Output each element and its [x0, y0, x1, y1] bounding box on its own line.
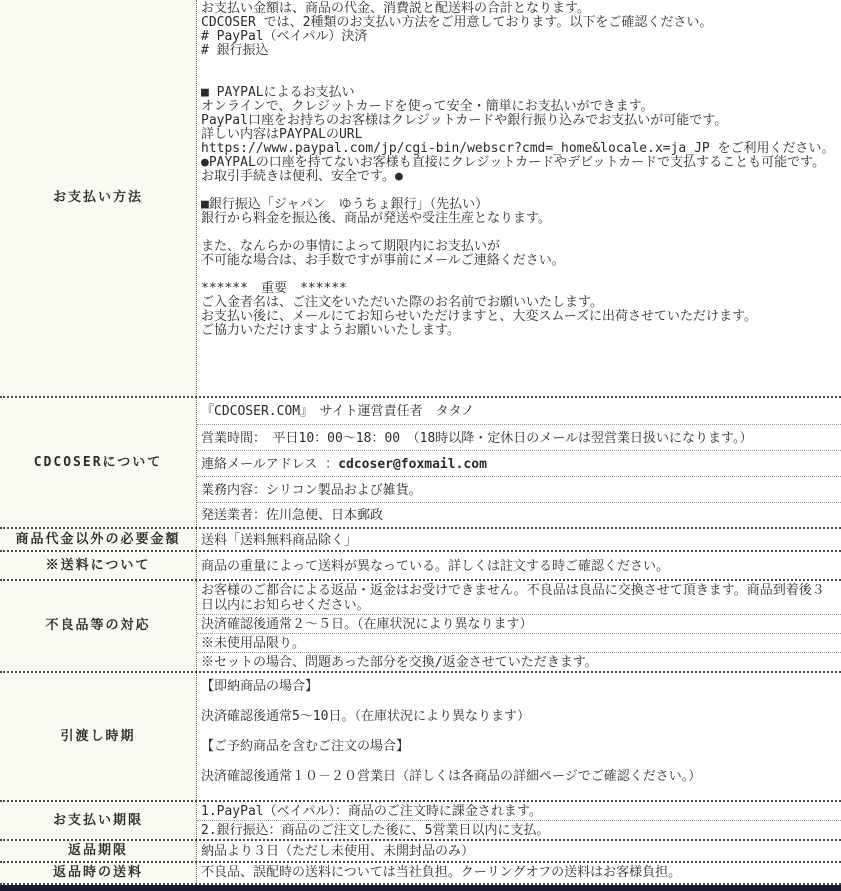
- bank-transfer-deadline-text: 2.銀行振込：商品のご注文した後に、5営業日以内に支払。: [197, 820, 841, 839]
- text-line: ****** 重要 ******: [201, 281, 347, 296]
- section-shipping-fee: [0, 552, 841, 581]
- text-line: 不可能な場合は、お手数ですが事前にメールご連絡ください。: [201, 253, 565, 268]
- set-exchange-text: ※セットの場合、問題あった部分を交換/返金させていただきます。: [197, 652, 841, 671]
- delivery-time-text: [197, 673, 841, 800]
- text-line: PayPal口座をお持ちのお客様はクレジットカードや銀行振り込みでお支払いが可能です。: [201, 113, 728, 128]
- row-label-payment-method: お支払い方法: [0, 0, 197, 396]
- defective-policy-text: お客様のご都合による返品・返金はお受けできません。不良品は良品に交換させて頂きます。商品到着後３日以内にお知らせください。: [201, 583, 825, 613]
- text-line: お支払い後に、メールにてお知らせいただけますと、大変スムーズに出荷させていただけます。: [201, 309, 758, 324]
- text-line: [201, 268, 837, 282]
- business-hours-text: 営業時間： 平日10：00～18：00 （18時以降・定休日のメールは翌営業日扱いになります。）: [197, 424, 841, 450]
- return-shipping-cost-text: 不良品、誤配時の送料については当社負担。クーリングオフの送料はお客様負担。: [201, 865, 682, 880]
- text-line: [201, 58, 837, 72]
- row-label-return-deadline: 返品期限: [0, 841, 197, 861]
- section-return-deadline: [0, 841, 841, 863]
- row-label-return-shipping-cost: 返品時の送料: [0, 863, 197, 883]
- delivery-time-content: [197, 673, 841, 800]
- text-line: # PayPal（ベイパル）決済: [201, 29, 368, 44]
- paypal-deadline-text: 1.PayPal（ベイパル）：商品のご注文時に課金されます。: [201, 804, 542, 819]
- text-line: [201, 226, 837, 240]
- shipping-carrier-text: 発送業者：佐川急便、日本郵政: [197, 502, 841, 527]
- section-return-shipping-cost: [0, 863, 841, 885]
- text-line: 銀行から料金を振込後、商品が発送や受注生産となります。: [201, 211, 551, 226]
- text-line: [201, 724, 837, 739]
- text-line: オンラインで、クレジットカードを使って安全・簡単にお支払いができます。: [201, 99, 654, 114]
- text-line: https://www.paypal.com/jp/cgi-bin/webscr?cmd=_home&locale.x=ja_JP をご利用ください。: [201, 141, 835, 156]
- row-label-delivery-time: 引渡し時期: [0, 673, 197, 800]
- section-delivery-time: [0, 673, 841, 802]
- text-line: 詳しい内容はPAYPALのURL: [201, 127, 363, 142]
- text-line: お取引手続きは便利、安全です。●: [201, 169, 403, 184]
- extra-fees-content: [197, 529, 841, 550]
- payment-deadline-content: [197, 802, 841, 839]
- next-section-header-bar: [0, 885, 841, 891]
- text-line: 【即納商品の場合】: [201, 679, 319, 694]
- text-line: お支払い金額は、商品の代金、消費説と配送料の合計となります。: [201, 1, 590, 16]
- text-line: 決済確認後通常１０－２０営業日（詳しくは各商品の詳細ページでご確認ください。）: [201, 769, 702, 784]
- text-line: 決済確認後通常5～10日。（在庫状況により異なります）: [201, 709, 530, 724]
- row-label-extra-fees: 商品代金以外の必要金額: [0, 529, 197, 550]
- defective-exchange-time-text: 決済確認後通常２～５日。（在庫状況により異なります）: [197, 614, 841, 633]
- row-label-about-cdcoser: CDCOSERについて: [0, 398, 197, 527]
- text-line: CDCOSER では、2種類のお支払い方法をご用意しております。以下をご確認ください。: [201, 15, 713, 30]
- about-cdcoser-content: [197, 398, 841, 527]
- text-line: ■ PAYPALによるお支払い: [201, 85, 355, 100]
- section-payment-method: [0, 0, 841, 398]
- payment-method-content: [197, 0, 841, 396]
- payment-method-text: [197, 0, 841, 396]
- unused-only-text: ※未使用品限り。: [197, 633, 841, 652]
- extra-fees-text: 送料「送料無料商品除く」: [201, 532, 358, 548]
- text-line: ●PAYPALの口座を持てないお客様も直接にクレジットカードやデビットカードで支払することも可能です。: [201, 155, 826, 170]
- text-line: [201, 694, 837, 709]
- text-line: ご協力いただけますようお願いいたします。: [201, 323, 460, 338]
- section-extra-fees: [0, 529, 841, 552]
- section-payment-deadline: [0, 802, 841, 841]
- business-description-text: 業務内容：シリコン製品および雑貨。: [197, 476, 841, 502]
- text-line: また、なんらかの事情によって期限内にお支払いが: [201, 239, 501, 254]
- return-shipping-cost-content: [197, 863, 841, 883]
- text-line: [201, 184, 837, 198]
- text-line: ご入金者名は、ご注文をいただいた際のお名前でお願いいたします。: [201, 295, 603, 310]
- return-deadline-text: 納品より３日（ただし未使用、未開封品のみ）: [201, 844, 475, 859]
- text-line: [201, 754, 837, 769]
- text-line: [201, 72, 837, 86]
- site-operator-text: 『CDCOSER.COM』 サイト運営責任者 タタノ: [201, 404, 475, 419]
- section-defective-items: [0, 581, 841, 673]
- text-line: 【ご予約商品を含むご注文の場合】: [201, 739, 410, 754]
- text-line: # 銀行振込: [201, 43, 269, 58]
- shipping-fee-text: 商品の重量によって送料が異なっている。詳しくは註文する時ご確認ください。: [201, 558, 670, 574]
- shipping-fee-content: [197, 552, 841, 579]
- contact-email-label: 連絡メールアドレス ：: [201, 456, 339, 472]
- section-about-cdcoser: [0, 398, 841, 529]
- row-label-defective-items: 不良品等の対応: [0, 581, 197, 671]
- row-label-shipping-fee: ※送料について: [0, 552, 197, 579]
- return-deadline-content: [197, 841, 841, 861]
- contact-email-row: [197, 450, 841, 476]
- defective-items-content: [197, 581, 841, 671]
- row-label-payment-deadline: お支払い期限: [0, 802, 197, 839]
- contact-email-address: cdcoser@foxmail.com: [338, 456, 487, 472]
- text-line: ■銀行振込「ジャパン ゆうちょ銀行」（先払い）: [201, 197, 489, 212]
